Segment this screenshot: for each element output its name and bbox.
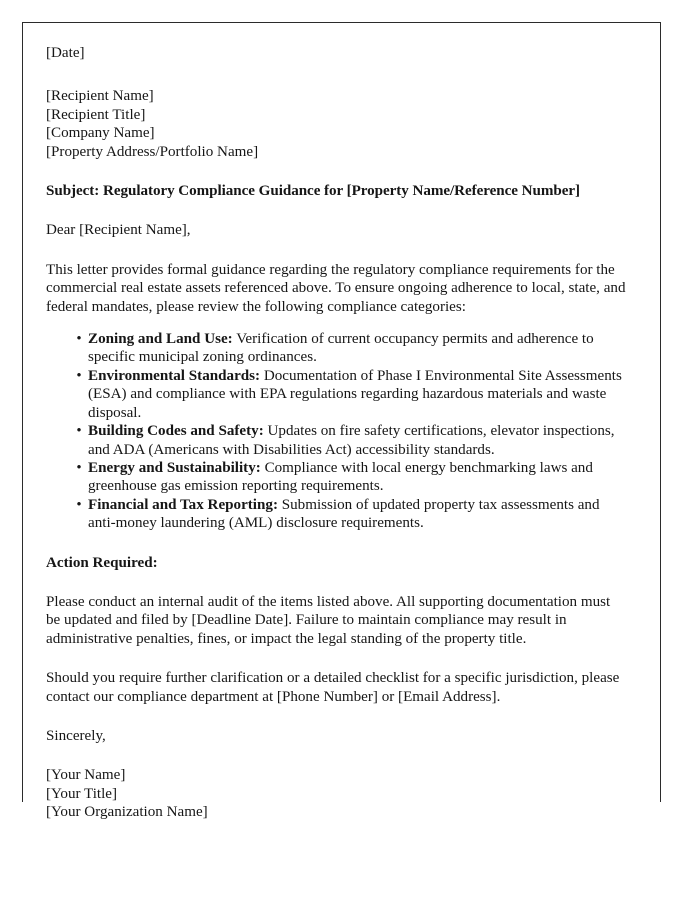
spacer	[46, 533, 628, 554]
bullet-icon: •	[76, 423, 82, 440]
property-address: [Property Address/Portfolio Name]	[46, 143, 259, 160]
list-item-term: Environmental Standards:	[88, 367, 261, 384]
bullet-icon: •	[76, 367, 82, 384]
action-required-paragraph: Please conduct an internal audit of the items listed above. All supporting documentation must be updated and filed by [Deadline Date]. Failure to maintain compliance may result in administrative penalties, fines, or impact the legal standing of the property title.	[46, 593, 611, 647]
list-item-description: Compliance with local energy benchmarking laws and greenhouse gas emission reporting requirements.	[88, 459, 593, 495]
list-item	[46, 367, 628, 422]
signer-name: [Your Name]	[46, 767, 126, 784]
list-item-description: Verification of current occupancy permits and adherence to specific municipal zoning ordinances.	[88, 331, 594, 366]
list-item-description: Submission of updated property tax assessments and anti-money laundering (AML) disclosure requirements.	[88, 496, 600, 532]
signer-organization: [Your Organization Name]	[46, 804, 208, 821]
spacer	[46, 648, 628, 669]
action-required-heading: Action Required:	[46, 554, 158, 571]
spacer	[46, 161, 628, 182]
letter-body	[46, 44, 628, 822]
list-item-term: Building Codes and Safety:	[88, 423, 264, 440]
list-item-description: Documentation of Phase I Environmental Site Assessments (ESA) and compliance with EPA regulations regarding hazardous materials and waste disposal.	[88, 367, 622, 421]
list-item-term: Financial and Tax Reporting:	[88, 496, 278, 513]
date-placeholder: [Date]	[46, 45, 85, 61]
bullet-icon: •	[76, 496, 82, 513]
company-name: [Company Name]	[46, 125, 155, 142]
contact-paragraph: Should you require further clarification or a detailed checklist for a specific jurisdiction, please contact our compliance department at [Phone Number] or [Email Address].	[46, 670, 620, 705]
list-item	[46, 330, 628, 367]
signer-title: [Your Title]	[46, 785, 118, 802]
list-item	[46, 496, 628, 533]
recipient-title: [Recipient Title]	[46, 106, 146, 123]
list-item	[46, 459, 628, 496]
spacer	[46, 62, 628, 87]
subject-line: Subject: Regulatory Compliance Guidance for [Property Name/Reference Number]	[46, 183, 581, 200]
bullet-icon: •	[76, 459, 82, 476]
spacer	[46, 745, 628, 766]
spacer	[46, 240, 628, 261]
compliance-category-list	[46, 330, 628, 532]
salutation: Dear [Recipient Name],	[46, 222, 191, 239]
list-item-term: Zoning and Land Use:	[88, 331, 233, 348]
signature-block	[46, 766, 628, 821]
spacer	[46, 706, 628, 727]
bullet-icon: •	[76, 331, 82, 348]
list-item-term: Energy and Sustainability:	[88, 459, 261, 476]
recipient-address-block	[46, 87, 628, 161]
spacer	[46, 316, 628, 330]
list-item-description: Updates on fire safety certifications, elevator inspections, and ADA (Americans with Disabilities Act) accessibility standards.	[88, 423, 615, 458]
closing-salutation: Sincerely,	[46, 727, 106, 744]
intro-paragraph: This letter provides formal guidance regarding the regulatory compliance requirements for the commercial real estate assets referenced above. To ensure ongoing adherence to local, state, and federal mandates, please review the following compliance categories:	[46, 261, 626, 315]
recipient-name: [Recipient Name]	[46, 88, 154, 105]
spacer	[46, 572, 628, 593]
spacer	[46, 200, 628, 221]
list-item	[46, 422, 628, 459]
